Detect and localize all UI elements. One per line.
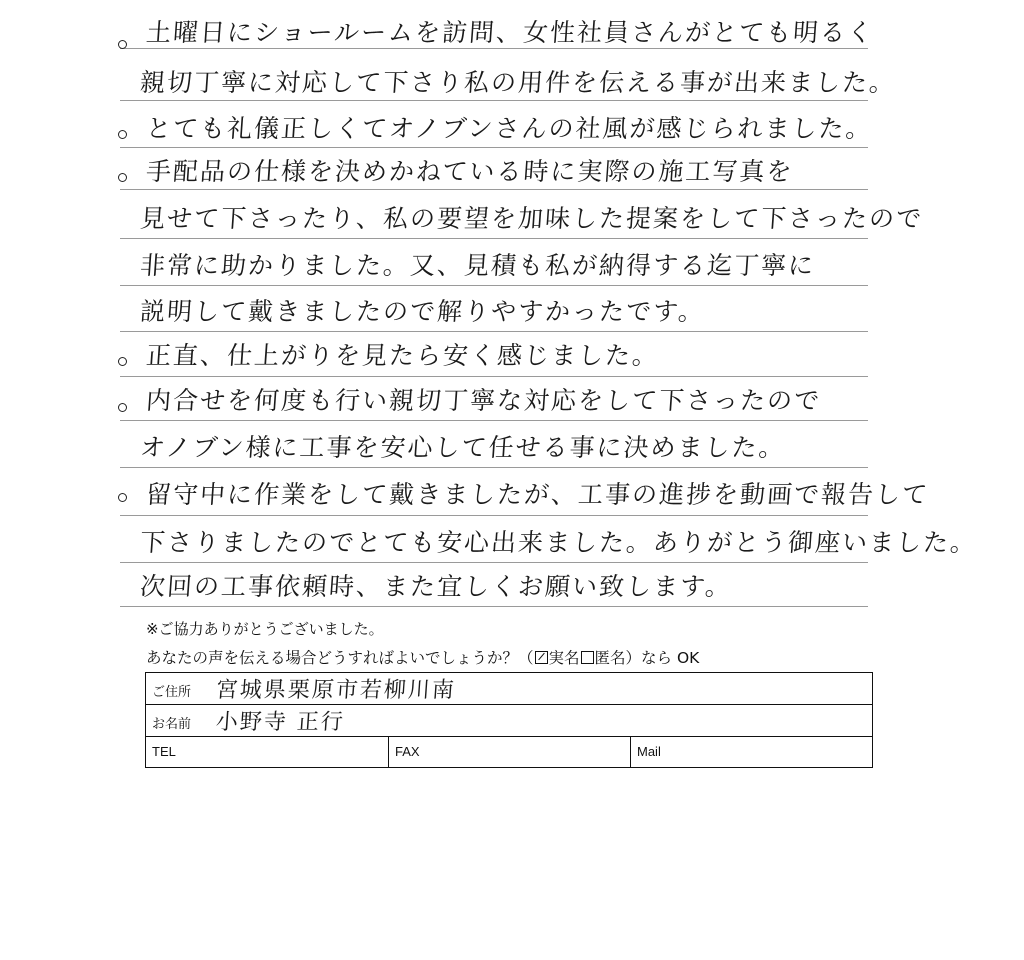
address-row — [146, 673, 872, 705]
anonymous-option-label: 匿名 — [594, 649, 626, 667]
handwritten-line: 下さりましたのでとても安心出来ました。ありがとう御座いました。 — [139, 528, 979, 557]
handwritten-line: 次回の工事依頼時、また宜しくお願い致します。 — [139, 572, 734, 601]
ruled-line — [120, 515, 868, 516]
handwritten-line: オノブン様に工事を安心して任せる事に決めました。 — [139, 433, 787, 462]
handwritten-line: 説明して戴きましたので解りやすかったです。 — [139, 297, 707, 326]
handwritten-line: 非常に助かりました。又、見積も私が納得する迄丁寧に — [139, 251, 817, 280]
bullet-mark — [118, 173, 127, 182]
contact-form — [145, 672, 873, 768]
ruled-line — [120, 376, 868, 377]
bullet-mark — [118, 403, 127, 412]
handwritten-line: 見せて下さったり、私の要望を加味した提案をして下さったので — [139, 204, 925, 233]
address-field[interactable]: 宮城県栗原市若柳川南 — [214, 678, 457, 703]
ruled-line — [120, 100, 868, 101]
bullet-mark — [118, 357, 127, 366]
mail-field[interactable] — [631, 737, 872, 767]
question-prefix: あなたの声を伝える場合どうすればよいでしょうか？（ — [146, 649, 534, 667]
name-disclosure-question — [146, 646, 699, 668]
thanks-note: ※ご協力ありがとうございました。 — [146, 620, 384, 638]
ruled-line — [120, 562, 868, 563]
handwritten-line: 正直、仕上がりを見たら安く感じました。 — [145, 341, 661, 370]
bullet-mark — [118, 130, 127, 139]
ruled-line — [120, 606, 868, 607]
handwritten-line: 土曜日にショールームを訪問、女性社員さんがとても明るく — [145, 18, 876, 47]
anonymous-checkbox[interactable] — [581, 651, 594, 664]
handwritten-line: 内合せを何度も行い親切丁寧な対応をして下さったので — [145, 386, 823, 415]
handwritten-line: 手配品の仕様を決めかねている時に実際の施工写真を — [145, 157, 795, 186]
ruled-line — [120, 48, 868, 49]
name-label: お名前 — [152, 717, 192, 732]
ruled-line — [120, 420, 868, 421]
ruled-line — [120, 147, 868, 148]
ruled-line — [120, 467, 868, 468]
question-suffix: ）なら OK — [625, 649, 700, 667]
name-row — [146, 705, 872, 737]
real-name-option-label: 実名 — [548, 649, 580, 667]
fax-field[interactable] — [389, 737, 631, 767]
handwritten-line: 親切丁寧に対応して下さり私の用件を伝える事が出来ました。 — [139, 68, 898, 97]
tel-label: TEL — [152, 744, 176, 759]
address-label: ご住所 — [152, 685, 192, 700]
tel-field[interactable] — [146, 737, 389, 767]
real-name-checkbox[interactable] — [535, 651, 548, 664]
mail-label: Mail — [637, 744, 661, 759]
handwritten-line: 留守中に作業をして戴きましたが、工事の進捗を動画で報告して — [145, 480, 931, 509]
bullet-mark — [118, 493, 127, 502]
ruled-line — [120, 331, 868, 332]
handwritten-line: とても礼儀正しくてオノブンさんの社風が感じられました。 — [145, 114, 874, 143]
ruled-line — [120, 285, 868, 286]
name-field[interactable]: 小野寺 正行 — [214, 710, 346, 735]
bullet-mark — [118, 40, 127, 49]
fax-label: FAX — [395, 744, 420, 759]
contact-row — [146, 737, 872, 767]
ruled-line — [120, 238, 868, 239]
ruled-line — [120, 189, 868, 190]
